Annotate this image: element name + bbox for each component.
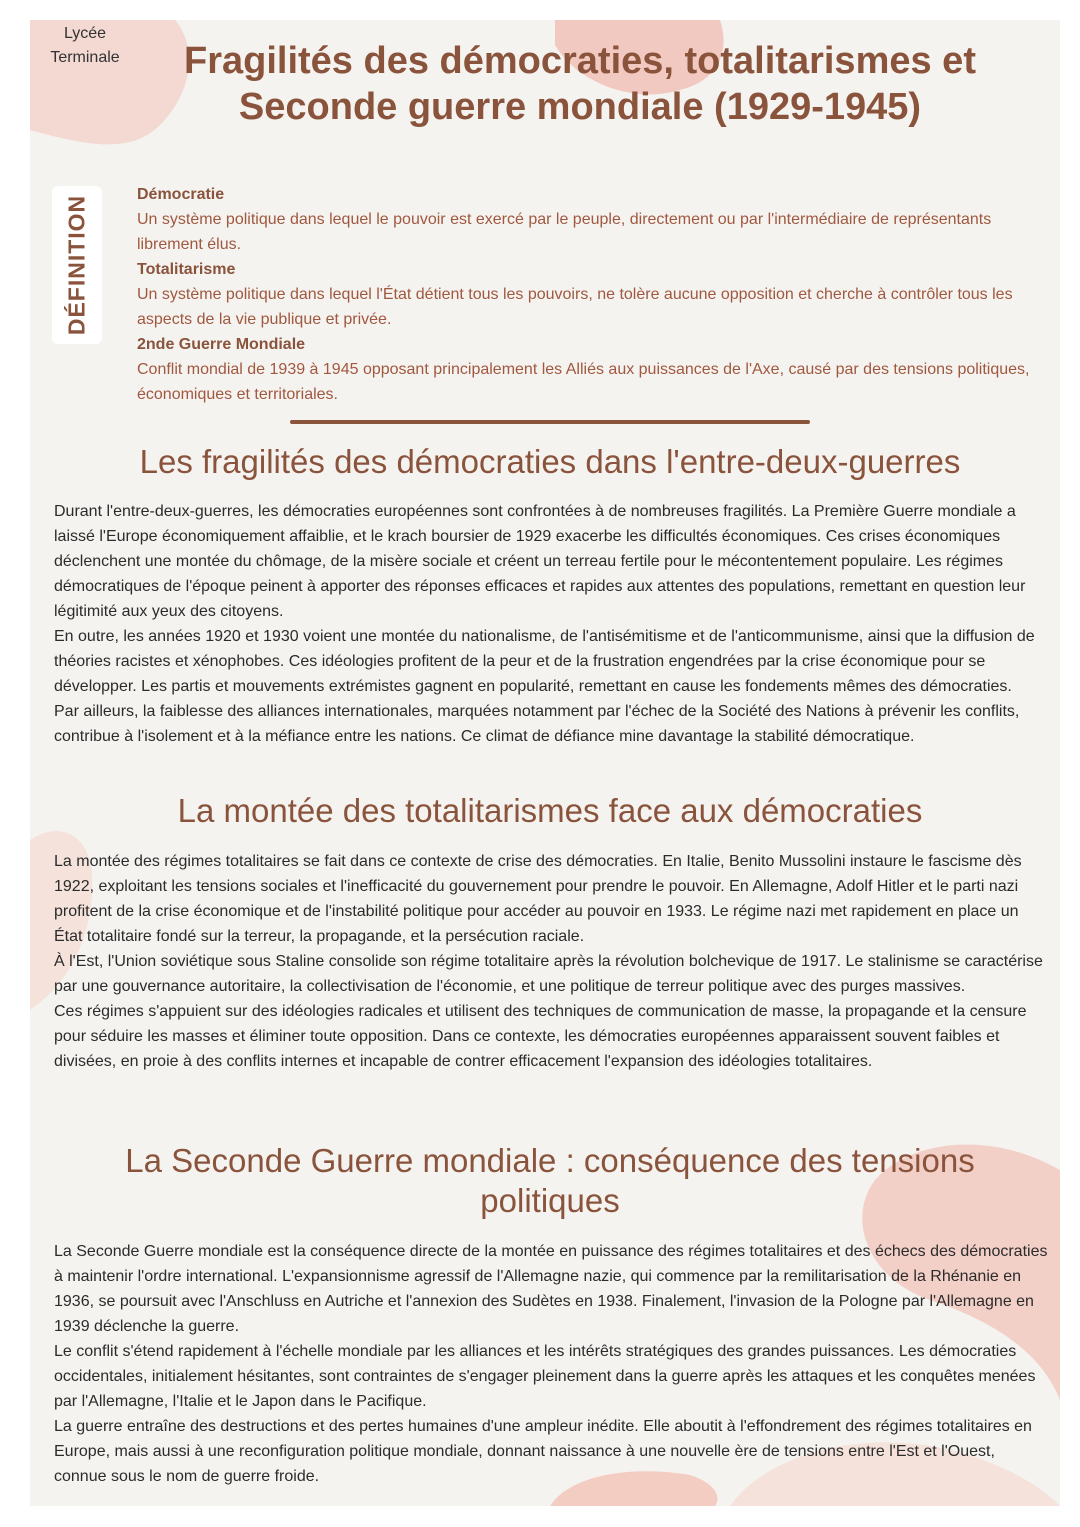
definition-tab [52, 186, 102, 344]
section-body-seconde-guerre [54, 1239, 1049, 1489]
definition-item [137, 182, 1052, 257]
definition-tab-label: DÉFINITION [63, 194, 90, 336]
paragraph: À l'Est, l'Union soviétique sous Staline consolide son régime totalitaire après la révolution bolchevique de 1917. Le stalinisme se caractérise par une gouvernance autoritaire, la collectivisation de l'économie, et une politique de terreur politique avec des purges massives. [54, 953, 1043, 995]
paragraph: Ces régimes s'appuient sur des idéologies radicales et utilisent des techniques de communication de masse, la propagande et la censure pour séduire les masses et éliminer toute opposition. Dans ce contexte, les démocraties européennes apparaissent souvent faibles et divisées, en proie à des conflits internes et incapable de contrer efficacement l'expansion des idéologies totalitaires. [54, 1003, 1027, 1070]
section-body-totalitarismes [54, 849, 1049, 1074]
definition-item [137, 257, 1052, 332]
section-title-totalitarismes: La montée des totalitarismes face aux démocraties [177, 792, 923, 829]
document-page [30, 20, 1060, 1506]
section-body-fragilites [54, 499, 1049, 749]
paragraph: En outre, les années 1920 et 1930 voient une montée du nationalisme, de l'antisémitisme et de l'anticommunisme, ainsi que la diffusion de théories racistes et xénophobes. Ces idéologies profitent de la peur et de la frustration engendrées par la crise économique pour se développer. Les partis et mouvements extrémistes gagnent en popularité, remettant en cause les fondements mêmes des démocraties. [54, 628, 1035, 695]
paragraph: La Seconde Guerre mondiale est la conséquence directe de la montée en puissance des régimes totalitaires et des échecs des démocraties à maintenir l'ordre international. L'expansionnisme agressif de l'Allemagne nazie, qui commence par la remilitarisation de la Rhénanie en 1936, se poursuit avec l'Anschluss en Autriche et l'annexion des Sudètes en 1938. Finalement, l'invasion de la Pologne par l'Allemagne en 1939 déclenche la guerre. [54, 1243, 1048, 1335]
page-title: Fragilités des démocraties, totalitarismes et Seconde guerre mondiale (1929-1945) [184, 40, 976, 128]
level-label [40, 22, 130, 70]
section-title-fragilites: Les fragilités des démocraties dans l'entre-deux-guerres [139, 443, 961, 480]
paragraph: Le conflit s'étend rapidement à l'échelle mondiale par les alliances et les intérêts stratégiques des grandes puissances. Les démocraties occidentales, initialement hésitantes, sont contraintes de s'engager pleinement dans la guerre après les attaques et les conquêtes menées par l'Allemagne, l'Italie et le Japon dans le Pacifique. [54, 1343, 1036, 1410]
paragraph: La guerre entraîne des destructions et des pertes humaines d'une ampleur inédite. Elle aboutit à l'effondrement des régimes totalitaires en Europe, mais aussi à une reconfiguration politique mondiale, donnant naissance à une nouvelle ère de tensions entre l'Est et l'Ouest, connue sous le nom de guerre froide. [54, 1418, 1032, 1485]
level-line-grade: Terminale [50, 49, 120, 66]
definition-item [137, 332, 1052, 407]
section-title-seconde-guerre: La Seconde Guerre mondiale : conséquence des tensions politiques [125, 1142, 975, 1219]
definition-term: 2nde Guerre Mondiale [137, 336, 306, 353]
definitions-list [137, 182, 1052, 407]
definition-text: Un système politique dans lequel l'État détient tous les pouvoirs, ne tolère aucune opposition et cherche à contrôler tous les aspects de la vie publique et privée. [137, 286, 1013, 328]
paragraph: La montée des régimes totalitaires se fait dans ce contexte de crise des démocraties. En Italie, Benito Mussolini instaure le fascisme dès 1922, exploitant les tensions sociales et l'inefficacité du gouvernement pour prendre le pouvoir. En Allemagne, Adolf Hitler et le parti nazi profitent de la crise économique et de l'instabilité politique pour accéder au pouvoir en 1933. Le régime nazi met rapidement en place un État totalitaire fondé sur la terreur, la propagande, et la persécution raciale. [54, 853, 1022, 945]
definition-text: Un système politique dans lequel le pouvoir est exercé par le peuple, directement ou par l'intermédiaire de représentants librement élus. [137, 211, 992, 253]
section-divider [290, 420, 810, 424]
definition-text: Conflit mondial de 1939 à 1945 opposant principalement les Alliés aux puissances de l'Axe, causé par des tensions politiques, économiques et territoriales. [137, 361, 1030, 403]
paragraph: Durant l'entre-deux-guerres, les démocraties européennes sont confrontées à de nombreuses fragilités. La Première Guerre mondiale a laissé l'Europe économiquement affaiblie, et le krach boursier de 1929 exacerbe les difficultés économiques. Ces crises économiques déclenchent une montée du chômage, de la misère sociale et créent un terreau fertile pour le mécontentement populaire. Les régimes démocratiques de l'époque peinent à apporter des réponses efficaces et rapides aux attentes des populations, remettant en question leur légitimité aux yeux des citoyens. [54, 503, 1026, 620]
definition-term: Démocratie [137, 186, 225, 203]
definition-term: Totalitarisme [137, 261, 236, 278]
paragraph: Par ailleurs, la faiblesse des alliances internationales, marquées notamment par l'échec de la Société des Nations à prévenir les conflits, contribue à l'isolement et à la méfiance entre les nations. Ce climat de défiance mine davantage la stabilité démocratique. [54, 703, 1020, 745]
level-line-school: Lycée [63, 25, 107, 42]
